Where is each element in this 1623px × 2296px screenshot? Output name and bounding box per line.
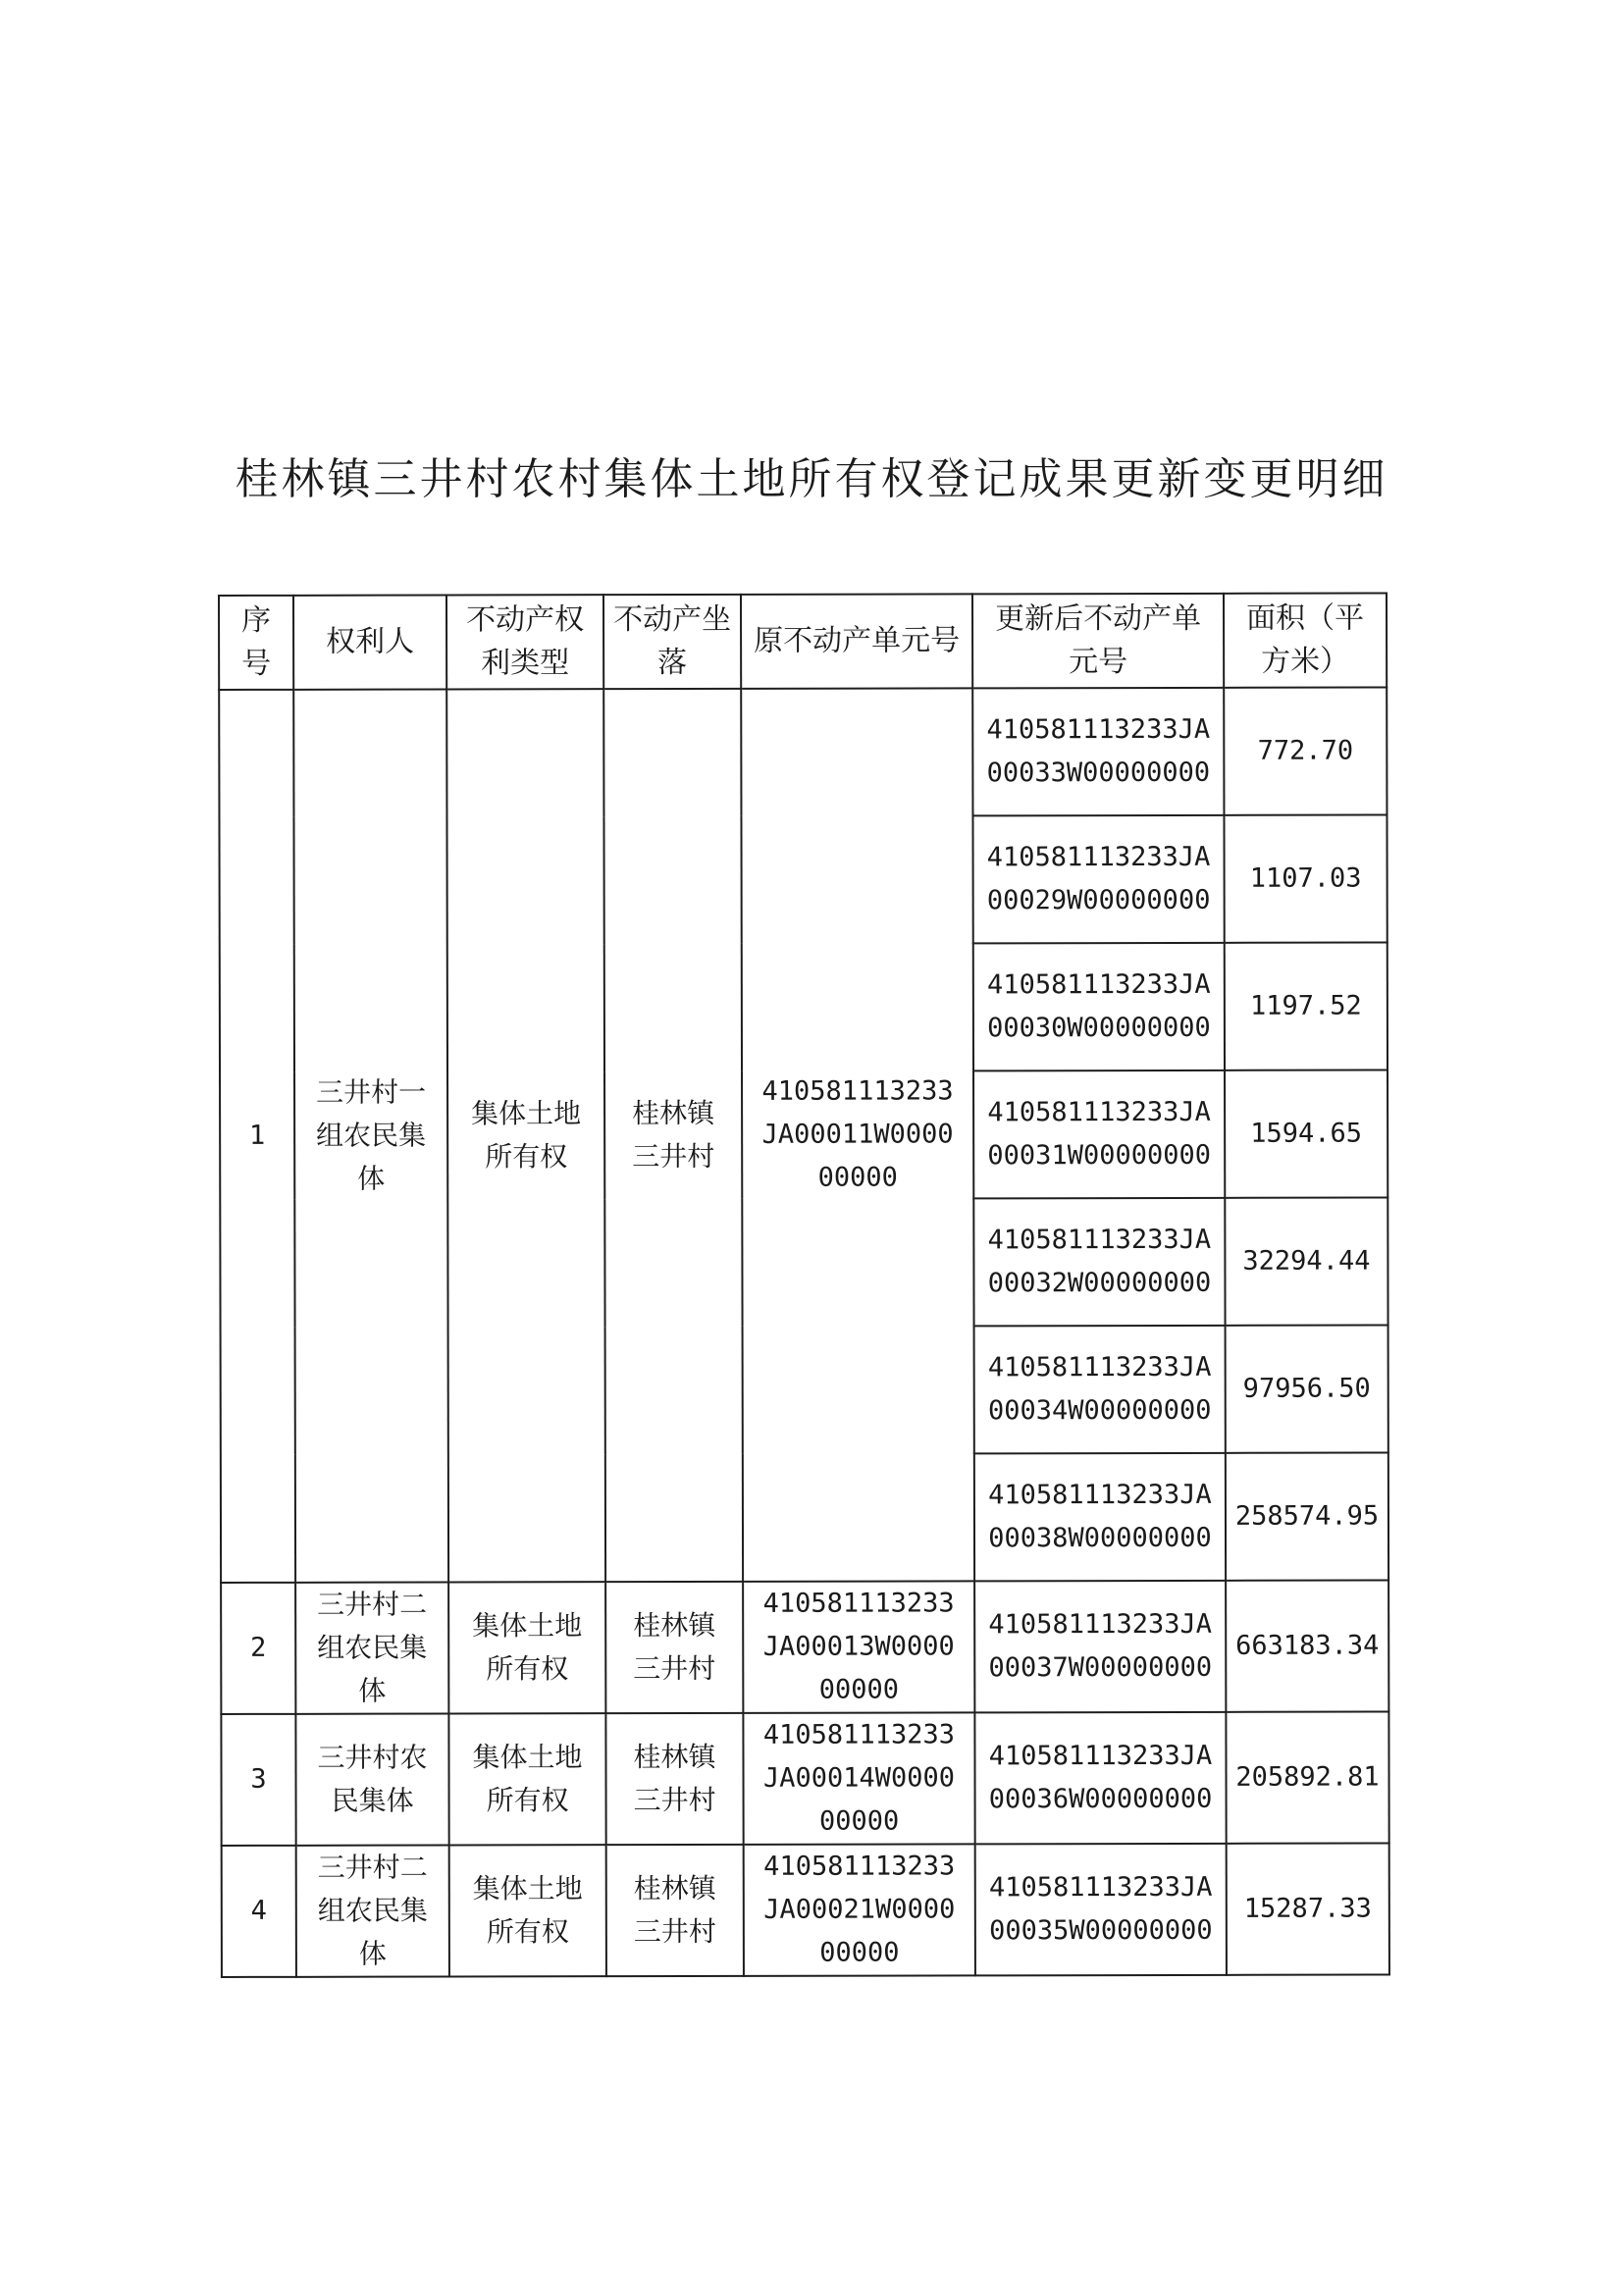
registration-table-container [218,595,1386,1978]
area-cell: 205892.81 [1226,1712,1388,1844]
new-unit-cell: 410581113233JA00038W00000000 [974,1453,1226,1582]
right-type-cell: 集体土地所有权 [449,1845,606,1976]
header-location: 不动产坐落 [603,595,741,689]
location-cell: 桂林镇三井村 [603,689,743,1582]
new-unit-cell: 410581113233JA00032W00000000 [973,1198,1225,1327]
header-new-unit: 更新后不动产单元号 [972,594,1224,689]
orig-unit-cell: 410581113233JA00011W000000000 [741,688,974,1581]
registration-table [218,593,1390,1978]
area-cell: 663183.34 [1226,1581,1388,1712]
area-cell: 32294.44 [1225,1198,1387,1326]
owner-cell: 三井村二组农民集体 [295,1583,448,1714]
table-row [222,1844,1389,1977]
seq-cell: 3 [221,1714,295,1846]
header-right-type: 不动产权利类型 [446,595,603,689]
table-header-row [219,594,1387,690]
table-row [219,688,1387,817]
area-cell: 258574.95 [1226,1453,1388,1581]
location-cell: 桂林镇三井村 [605,1582,743,1713]
table-row [221,1712,1388,1846]
seq-cell: 4 [222,1846,296,1977]
owner-cell: 三井村一组农民集体 [293,690,448,1583]
table-row [221,1581,1388,1714]
new-unit-cell: 410581113233JA00034W00000000 [974,1326,1226,1454]
area-cell: 772.70 [1224,688,1387,815]
area-cell: 1107.03 [1224,815,1387,943]
new-unit-cell: 410581113233JA00029W00000000 [972,815,1224,944]
right-type-cell: 集体土地所有权 [448,1713,605,1845]
new-unit-cell: 410581113233JA00037W00000000 [974,1581,1226,1713]
header-orig-unit: 原不动产单元号 [741,594,972,688]
orig-unit-cell: 410581113233JA00013W000000000 [743,1581,974,1712]
new-unit-cell: 410581113233JA00031W00000000 [973,1070,1225,1199]
new-unit-cell: 410581113233JA00035W00000000 [975,1844,1227,1976]
seq-cell: 2 [221,1583,295,1714]
new-unit-cell: 410581113233JA00033W00000000 [972,688,1224,816]
area-cell: 1197.52 [1225,943,1387,1070]
owner-cell: 三井村二组农民集体 [296,1846,449,1977]
area-cell: 1594.65 [1225,1070,1387,1198]
header-owner: 权利人 [293,596,446,690]
orig-unit-cell: 410581113233JA00021W000000000 [744,1844,975,1975]
location-cell: 桂林镇三井村 [606,1845,744,1976]
owner-cell: 三井村农民集体 [295,1714,448,1846]
area-cell: 97956.50 [1226,1326,1388,1453]
right-type-cell: 集体土地所有权 [448,1582,605,1713]
header-area: 面积（平方米） [1224,594,1387,688]
header-seq: 序号 [219,596,293,690]
location-cell: 桂林镇三井村 [605,1713,743,1845]
right-type-cell: 集体土地所有权 [446,689,605,1582]
new-unit-cell: 410581113233JA00030W00000000 [973,943,1225,1071]
seq-cell: 1 [219,690,295,1583]
document-title: 桂林镇三井村农村集体土地所有权登记成果更新变更明细 [235,454,1388,504]
new-unit-cell: 410581113233JA00036W00000000 [974,1712,1226,1845]
area-cell: 15287.33 [1227,1844,1389,1975]
orig-unit-cell: 410581113233JA00014W000000000 [743,1712,974,1844]
